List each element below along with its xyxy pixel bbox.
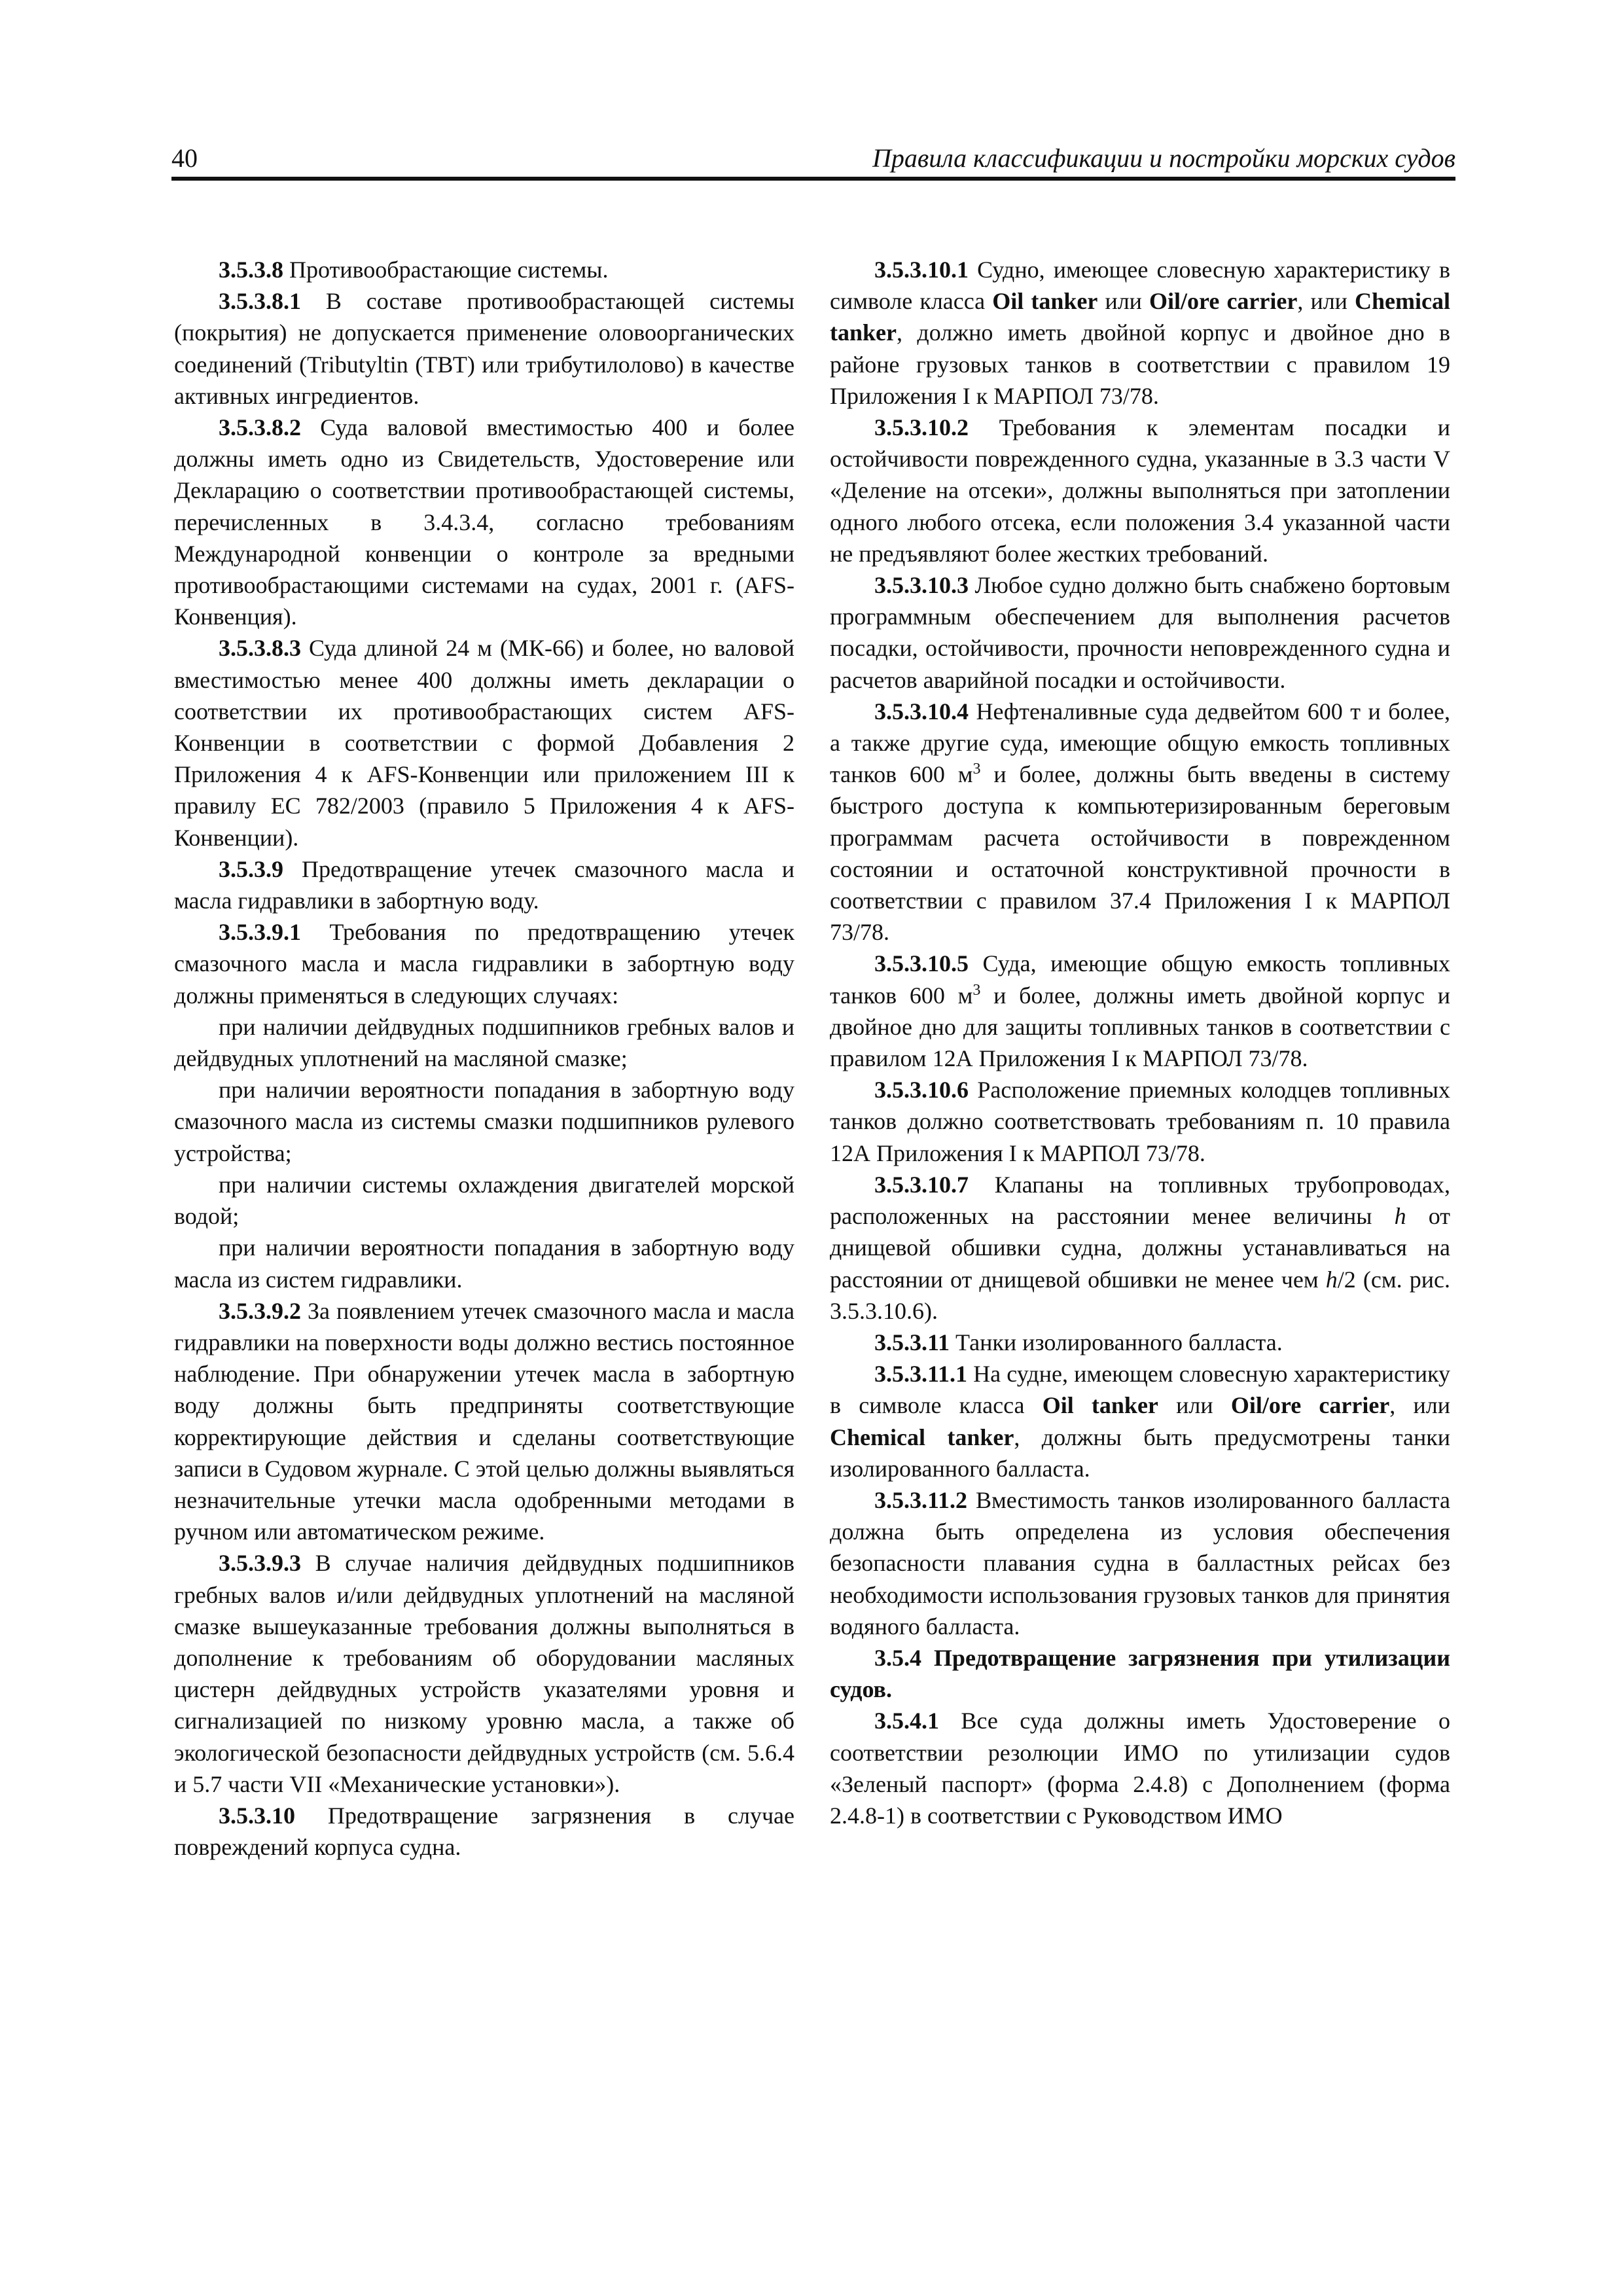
clause-number: 3.5.3.11 xyxy=(874,1329,950,1355)
page-number: 40 xyxy=(171,143,198,173)
clause-number: 3.5.3.10.2 xyxy=(874,414,969,441)
clause-number: 3.5.3.10.6 xyxy=(874,1077,969,1103)
paragraph: 3.5.3.8 Противообрастающие системы. xyxy=(219,257,609,283)
paragraph: 3.5.3.11.2 Вместимость танков изолированного балласта должна быть определена из условия обеспечения безопасности плавания судна в балластных рейсах без необходимости использования грузовых танков для принятия водяного балласта. xyxy=(830,1486,1450,1640)
class-notation: Oil tanker xyxy=(992,288,1098,315)
clause-number: 3.5.3.10.7 xyxy=(874,1171,969,1198)
paragraph: 3.5.3.10.3 Любое судно должно быть снабжено бортовым программным обеспечением для выполнения расчетов посадки, остойчивости, прочности неповрежденного судна и расчетов аварийной посадки и остойчивости. xyxy=(830,572,1450,693)
right-column xyxy=(830,254,1450,1831)
clause-number: 3.5.3.10.1 xyxy=(874,257,969,283)
clause-number: 3.5.3.10 xyxy=(219,1802,295,1829)
clause-number: 3.5.3.8 xyxy=(219,257,283,283)
list-item: при наличии системы охлаждения двигателей морской водой; xyxy=(174,1171,794,1230)
class-notation: Chemical tanker xyxy=(830,1424,1014,1450)
paragraph: 3.5.3.11.1 На судне, имеющем словесную характеристику в символе класса Oil tanker или Oil/ore carrier, или Chemical tanker, должны быть предусмотрены танки изолированного балласта. xyxy=(830,1361,1451,1482)
paragraph: 3.5.3.8.3 Суда длиной 24 м (МК-66) и более, но валовой вместимостью менее 400 должны иметь декларации о соответствии их противообрастающих систем AFS-Конвенции в соответствии с формой Добавления 2 Приложения 4 к AFS-Конвенции или приложением III к правилу ЕС 782/2003 (правило 5 Приложения 4 к AFS-Конвенции). xyxy=(174,635,794,851)
class-notation: Oil tanker xyxy=(1042,1392,1158,1419)
paragraph: 3.5.3.10.6 Расположение приемных колодцев топливных танков должно соответствовать требованиям п. 10 правила 12А Приложения I к МАРПОЛ 73/78. xyxy=(830,1077,1450,1166)
paragraph: 3.5.4.1 Все суда должны иметь Удостоверение о соответствии резолюции ИМО по утилизации судов «Зеленый паспорт» (форма 2.4.8) с Дополнением (форма 2.4.8-1) в соответствии с Руководством ИМО xyxy=(830,1708,1450,1829)
list-item: при наличии вероятности попадания в забортную воду масла из систем гидравлики. xyxy=(174,1234,794,1293)
paragraph: 3.5.3.8.1 В составе противообрастающей системы (покрытия) не допускается применение оловоорганических соединений (Tributyltin (ТВТ) или трибутилолово) в качестве активных ингредиентов. xyxy=(174,288,794,409)
running-title: Правила классификации и постройки морских судов xyxy=(872,143,1455,173)
paragraph: 3.5.3.8.2 Суда валовой вместимостью 400 и более должны иметь одно из Свидетельств, Удостоверение или Декларацию о соответствии противообрастающей системы, перечисленных в 3.4.3.4, согласно требованиям Международной конвенции о контроле за вредными противообрастающими системами на судах, 2001 г. (AFS-Конвенция). xyxy=(174,414,794,630)
paragraph: 3.5.3.11 Танки изолированного балласта. xyxy=(874,1329,1283,1355)
paragraph: 3.5.3.9.3 В случае наличия дейдвудных подшипников гребных валов и/или дейдвудных уплотнений на масляной смазке вышеуказанные требования должны выполняться в дополнение к требованиям об оборудовании масляных цистерн дейдвудных устройств указателями уровня и сигнализацией по низкому уровню масла, а также об экологической безопасности дейдвудных устройств (см. 5.6.4 и 5.7 части VII «Механические установки»). xyxy=(174,1550,794,1797)
paragraph: 3.5.3.10 Предотвращение загрязнения в случае повреждений корпуса судна. xyxy=(174,1802,794,1861)
paragraph: 3.5.3.9.2 За появлением утечек смазочного масла и масла гидравлики на поверхности воды должно вестись постоянное наблюдение. При обнаружении утечек масла в забортную воду должны быть предприняты соответствующие корректирующие действия и сделаны соответствующие записи в Судовом журнале. С этой целью должны выявляться незначительные утечки масла одобренными методами в ручном или автоматическом режиме. xyxy=(174,1297,795,1545)
clause-number: 3.5.3.8.2 xyxy=(219,414,301,441)
clause-number: 3.5.4 xyxy=(874,1644,921,1671)
page-header xyxy=(171,143,1455,179)
clause-number: 3.5.4.1 xyxy=(874,1708,939,1734)
header-rule xyxy=(171,177,1455,181)
paragraph: 3.5.3.10.7 Клапаны на топливных трубопроводах, расположенных на расстоянии менее величины h от днищевой обшивки судна, должны устанавливаться на расстоянии от днищевой обшивки не менее чем h/2 (см. рис. 3.5.3.10.6). xyxy=(830,1171,1450,1324)
left-column xyxy=(174,254,794,1863)
paragraph: 3.5.3.9.1 Требования по предотвращению утечек смазочного масла и масла гидравлики в забортную воду должны применяться в следующих случаях: xyxy=(174,919,794,1009)
clause-number: 3.5.3.9.1 xyxy=(219,919,301,946)
paragraph: 3.5.3.10.2 Требования к элементам посадки и остойчивости поврежденного судна, указанные в 3.3 части V «Деление на отсеки», должны выполняться при затоплении одного любого отсека, если положения 3.4 указанной части не предъявляют более жестких требований. xyxy=(830,414,1450,567)
class-notation: Oil/ore carrier xyxy=(1230,1392,1390,1419)
section-heading: 3.5.4 Предотвращение загрязнения при утилизации судов. xyxy=(830,1644,1450,1703)
list-item: при наличии вероятности попадания в забортную воду смазочного масла из системы смазки подшипников рулевого устройства; xyxy=(174,1077,794,1166)
class-notation: Chemical tanker xyxy=(830,288,1450,346)
clause-number: 3.5.3.9 xyxy=(219,855,283,882)
paragraph: 3.5.3.10.4 Нефтеналивные суда дедвейтом 600 т и более, а также другие суда, имеющие общую емкость топливных танков 600 $м^3$ и более, должны быть введены в систему быстрого доступа к компьютеризированным береговым программам расчета остойчивости в поврежденном состоянии и остаточной конструктивной прочности в соответствии с правилом 37.4 Приложения I к МАРПОЛ 73/78. xyxy=(830,698,1450,946)
clause-number: 3.5.3.10.4 xyxy=(874,698,969,725)
clause-number: 3.5.3.11.2 xyxy=(874,1486,968,1513)
paragraph: 3.5.3.9 Предотвращение утечек смазочного масла и масла гидравлики в забортную воду. xyxy=(174,855,794,914)
paragraph: 3.5.3.10.1 Судно, имеющее словесную характеристику в символе класса Oil tanker или Oil/ore carrier, или Chemical tanker, должно иметь двойной корпус и двойное дно в районе грузовых танков в соответствии с правилом 19 Приложения I к МАРПОЛ 73/78. xyxy=(830,257,1450,409)
list-item: при наличии дейдвудных подшипников гребных валов и дейдвудных уплотнений на масляной смазке; xyxy=(174,1013,794,1072)
clause-number: 3.5.3.8.3 xyxy=(219,635,301,662)
class-notation: Oil/ore carrier xyxy=(1149,288,1298,315)
clause-number: 3.5.3.11.1 xyxy=(874,1361,968,1388)
clause-number: 3.5.3.9.3 xyxy=(219,1550,301,1577)
paragraph: 3.5.3.10.5 Суда, имеющие общую емкость топливных танков 600 $м^3$ и более, должны иметь двойной корпус и двойное дно для защиты топливных танков в соответствии с правилом 12А Приложения I к МАРПОЛ 73/78. xyxy=(830,950,1451,1072)
clause-number: 3.5.3.9.2 xyxy=(219,1297,301,1324)
clause-number: 3.5.3.8.1 xyxy=(219,288,301,315)
clause-number: 3.5.3.10.3 xyxy=(874,572,969,599)
clause-number: 3.5.3.10.5 xyxy=(874,950,969,977)
